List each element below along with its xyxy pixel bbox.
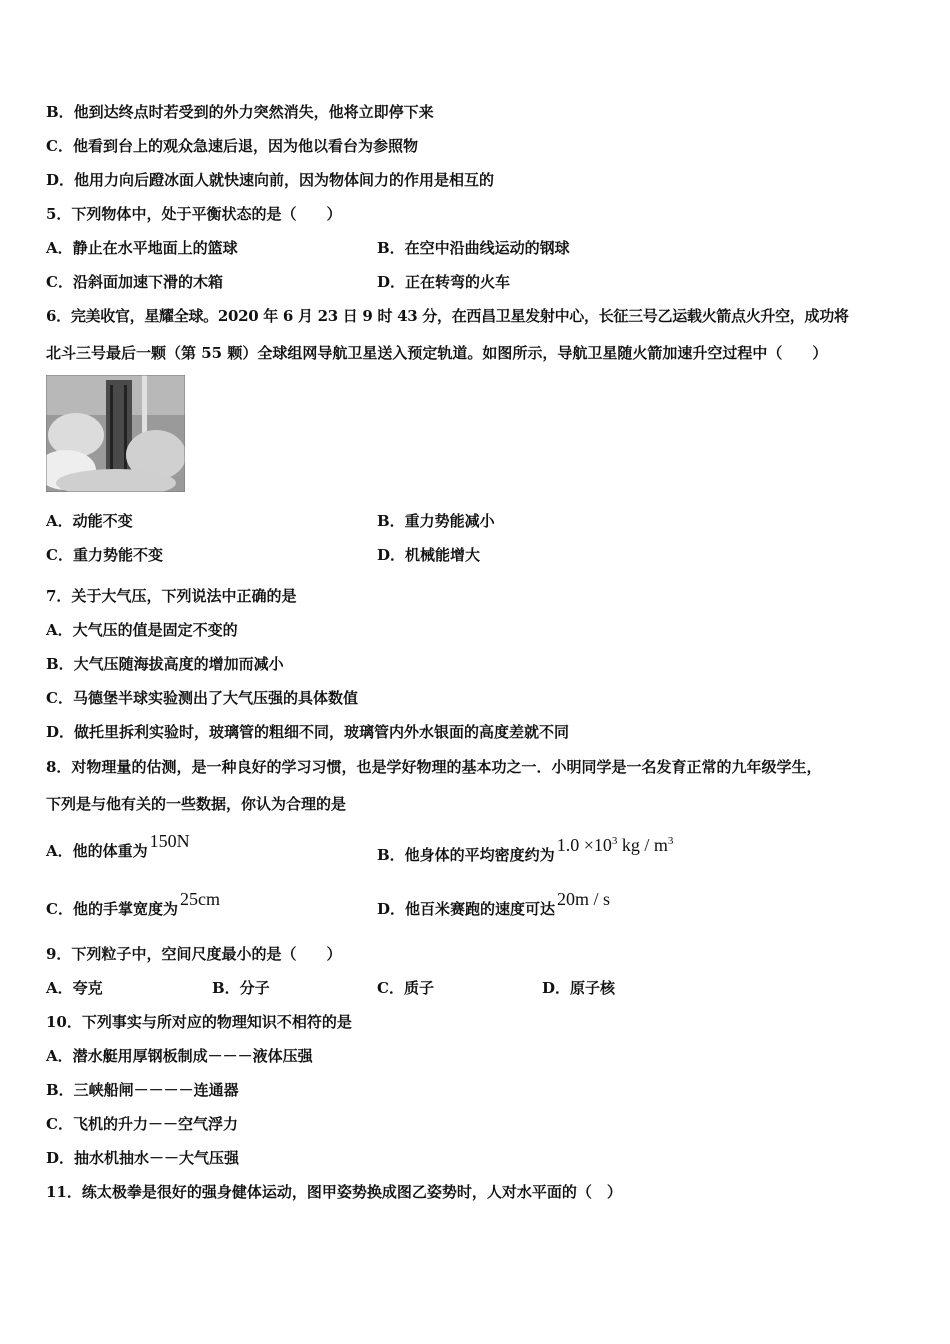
q8-option-b-unit: kg / m bbox=[617, 835, 668, 855]
q6-stem-line1: 6．完美收官，星耀全球。2020 年 6 月 23 日 9 时 43 分，在西昌卫星发射中心，长征三号乙运载火箭点火升空，成功将 bbox=[46, 307, 849, 325]
q4-option-d: D．他用力向后蹬冰面人就快速向前，因为物体间力的作用是相互的 bbox=[46, 171, 495, 189]
q8-option-b-value bbox=[557, 835, 674, 855]
q8-stem-line2: 下列是与他有关的一些数据，你认为合理的是 bbox=[46, 795, 347, 813]
q8-option-c-text: C．他的手掌宽度为 bbox=[46, 900, 178, 918]
q7-option-a: A．大气压的值是固定不变的 bbox=[46, 621, 238, 639]
q6-option-c: C．重力势能不变 bbox=[46, 546, 163, 564]
q7-option-b: B．大气压随海拔高度的增加而减小 bbox=[46, 655, 284, 673]
q9-option-c: C．质子 bbox=[377, 979, 434, 997]
q6-option-b: B．重力势能减小 bbox=[377, 512, 495, 530]
q8-option-a bbox=[46, 831, 190, 861]
q7-option-d: D．做托里拆利实验时，玻璃管的粗细不同，玻璃管内外水银面的高度差就不同 bbox=[46, 723, 570, 741]
q8-option-b-mantissa: 1.0 ×10 bbox=[556, 835, 612, 855]
q8-option-d-text: D．他百米赛跑的速度可达 bbox=[377, 900, 556, 918]
q8-option-c-value: 25cm bbox=[179, 889, 220, 909]
q5-option-b: B．在空中沿曲线运动的钢球 bbox=[377, 239, 570, 257]
q9-stem: 9．下列粒子中，空间尺度最小的是（ ） bbox=[46, 945, 342, 963]
q10-option-d: D．抽水机抽水－－大气压强 bbox=[46, 1149, 240, 1167]
q9-option-d: D．原子核 bbox=[542, 979, 616, 997]
q9-option-b: B．分子 bbox=[212, 979, 270, 997]
q5-stem: 5．下列物体中，处于平衡状态的是（ ） bbox=[46, 205, 342, 223]
rocket-launch-image bbox=[46, 375, 185, 492]
q6-option-a: A．动能不变 bbox=[46, 512, 133, 530]
q4-option-c: C．他看到台上的观众急速后退，因为他以看台为参照物 bbox=[46, 137, 418, 155]
q11-stem: 11．练太极拳是很好的强身健体运动，图甲姿势换成图乙姿势时，人对水平面的（ ） bbox=[46, 1183, 622, 1201]
q7-option-c: C．马德堡半球实验测出了大气压强的具体数值 bbox=[46, 689, 358, 707]
q8-option-b bbox=[377, 835, 674, 865]
q10-option-c: C．飞机的升力－－空气浮力 bbox=[46, 1115, 238, 1133]
q9-option-a: A．夸克 bbox=[46, 979, 103, 997]
q8-option-d bbox=[377, 889, 611, 919]
q7-stem: 7．关于大气压，下列说法中正确的是 bbox=[46, 587, 297, 605]
q10-option-b: B．三峡船闸－－－－连通器 bbox=[46, 1081, 239, 1099]
q6-stem-line2: 北斗三号最后一颗（第 55 颗）全球组网导航卫星送入预定轨道。如图所示，导航卫星随火箭加速升空过程中（ ） bbox=[46, 344, 828, 362]
q8-option-a-value: 150N bbox=[149, 831, 190, 851]
q5-option-a: A．静止在水平地面上的篮球 bbox=[46, 239, 238, 257]
q8-option-b-exponent: 3 bbox=[611, 835, 618, 847]
q10-option-a: A．潜水艇用厚钢板制成－－－液体压强 bbox=[46, 1047, 313, 1065]
q8-option-b-text: B．他身体的平均密度约为 bbox=[377, 846, 555, 864]
q10-stem: 10．下列事实与所对应的物理知识不相符的是 bbox=[46, 1013, 352, 1031]
q5-option-d: D．正在转弯的火车 bbox=[377, 273, 511, 291]
q4-option-b: B．他到达终点时若受到的外力突然消失，他将立即停下来 bbox=[46, 103, 434, 121]
q8-option-a-text: A．他的体重为 bbox=[46, 842, 148, 860]
q8-option-d-value: 20m / s bbox=[557, 889, 611, 909]
rocket-launch-photo bbox=[46, 375, 185, 492]
q6-option-d: D．机械能增大 bbox=[377, 546, 481, 564]
q8-option-b-unit-exponent: 3 bbox=[667, 835, 674, 847]
q8-option-c bbox=[46, 889, 220, 919]
q5-option-c: C．沿斜面加速下滑的木箱 bbox=[46, 273, 223, 291]
q8-stem-line1: 8．对物理量的估测，是一种良好的学习习惯，也是学好物理的基本功之一．小明同学是一名发育正常的九年级学生， bbox=[46, 758, 822, 776]
